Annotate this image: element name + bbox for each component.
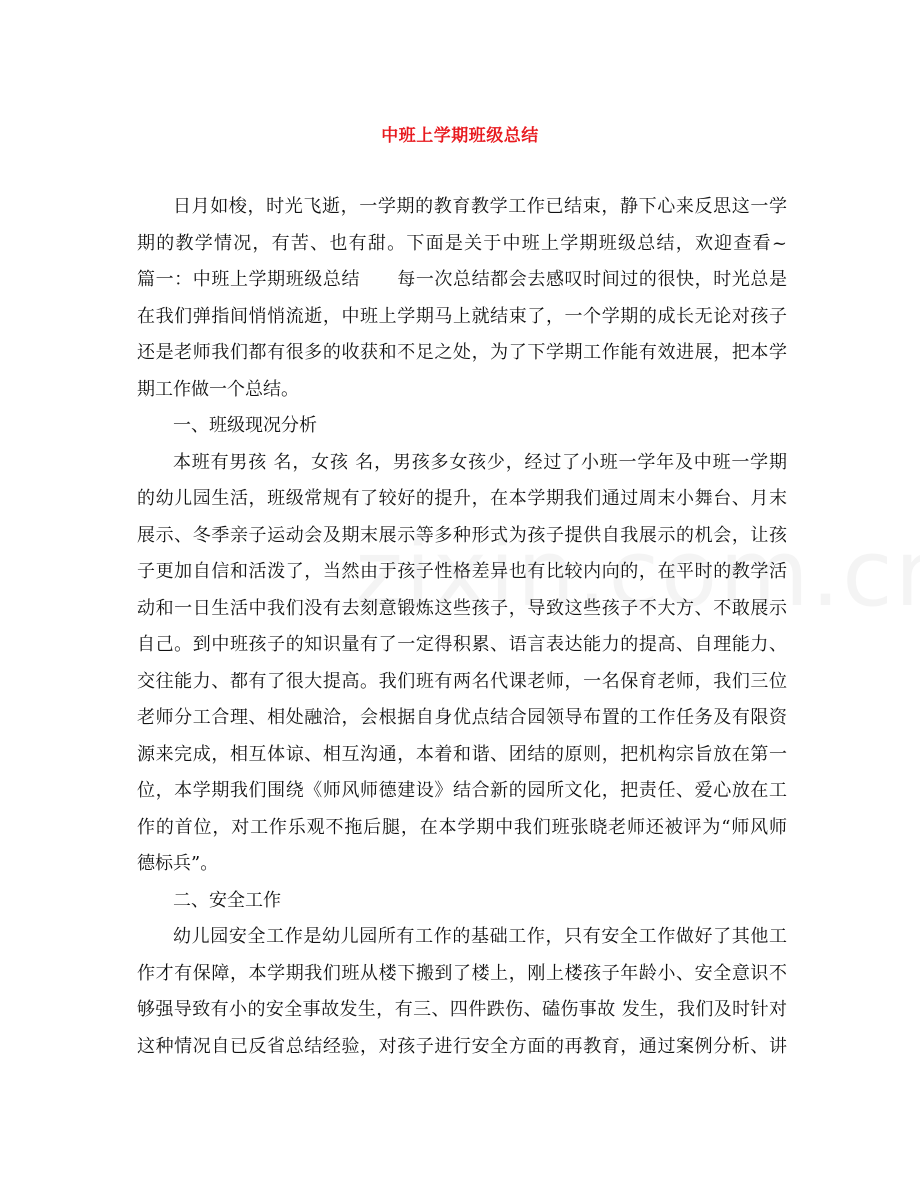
body-line: 期工作做一个总结。 bbox=[137, 378, 299, 400]
body-line: 作的首位，对工作乐观不拖后腿，在本学期中我们班张晓老师还被评为“师风师 bbox=[137, 816, 787, 838]
body-line: 交往能力、都有了很大提高。我们班有两名代课老师，一名保育老师，我们三位 bbox=[137, 670, 787, 692]
body-line: 本班有男孩 名，女孩 名，男孩多女孩少，经过了小班一学年及中班一学期 bbox=[173, 451, 787, 473]
body-line: 期的教学情况，有苦、也有甜。下面是关于中班上学期班级总结，欢迎查看~ bbox=[137, 232, 787, 254]
body-line: 还是老师我们都有很多的收获和不足之处，为了下学期工作能有效进展，把本学 bbox=[137, 342, 787, 363]
body-line: 这种情况自已反省总结经验，对孩子进行安全方面的再教育，通过案例分析、讲 bbox=[137, 1035, 787, 1057]
section-heading: 二、安全工作 bbox=[173, 889, 281, 911]
body-line: 日月如梭，时光飞逝，一学期的教育教学工作已结束，静下心来反思这一学 bbox=[173, 196, 787, 217]
body-line: 自己。到中班孩子的知识量有了一定得积累、语言表达能力的提高、自理能力、 bbox=[137, 634, 787, 655]
body-line: 德标兵”。 bbox=[137, 853, 219, 874]
document-body bbox=[137, 189, 787, 1065]
body-line: 源来完成，相互体谅、相互沟通，本着和谐、团结的原则，把机构宗旨放在第一 bbox=[137, 743, 787, 765]
body-line: 老师分工合理、相处融洽，会根据自身优点结合园领导布置的工作任务及有限资 bbox=[137, 707, 787, 728]
body-line: 子更加自信和活泼了，当然由于孩子性格差异也有比较内向的，在平时的教学活 bbox=[137, 561, 787, 582]
body-line: 幼儿园安全工作是幼儿园所有工作的基础工作，只有安全工作做好了其他工 bbox=[173, 926, 787, 947]
body-line: 篇一：中班上学期班级总结 每一次总结都会去感叹时间过的很快，时光总是 bbox=[137, 269, 787, 290]
body-line: 位，本学期我们围绕《师风师德建设》结合新的园所文化，把责任、爱心放在工 bbox=[137, 780, 787, 801]
body-line: 在我们弹指间悄悄流逝，中班上学期马上就结束了，一个学期的成长无论对孩子 bbox=[137, 305, 787, 327]
body-line: 的幼儿园生活，班级常规有了较好的提升，在本学期我们通过周末小舞台、月末 bbox=[137, 488, 787, 509]
section-heading: 一、班级现况分析 bbox=[173, 415, 317, 436]
body-line: 作才有保障，本学期我们班从楼下搬到了楼上，刚上楼孩子年龄小、安全意识不 bbox=[137, 962, 787, 984]
document-title: 中班上学期班级总结 bbox=[381, 126, 539, 146]
body-line: 够强导致有小的安全事故发生，有三、四件跌伤、磕伤事故 发生，我们及时针对 bbox=[137, 999, 787, 1020]
body-line: 动和一日生活中我们没有去刻意锻炼这些孩子，导致这些孩子不大方、不敢展示 bbox=[137, 597, 787, 619]
body-line: 展示、冬季亲子运动会及期末展示等多种形式为孩子提供自我展示的机会，让孩 bbox=[137, 524, 787, 546]
